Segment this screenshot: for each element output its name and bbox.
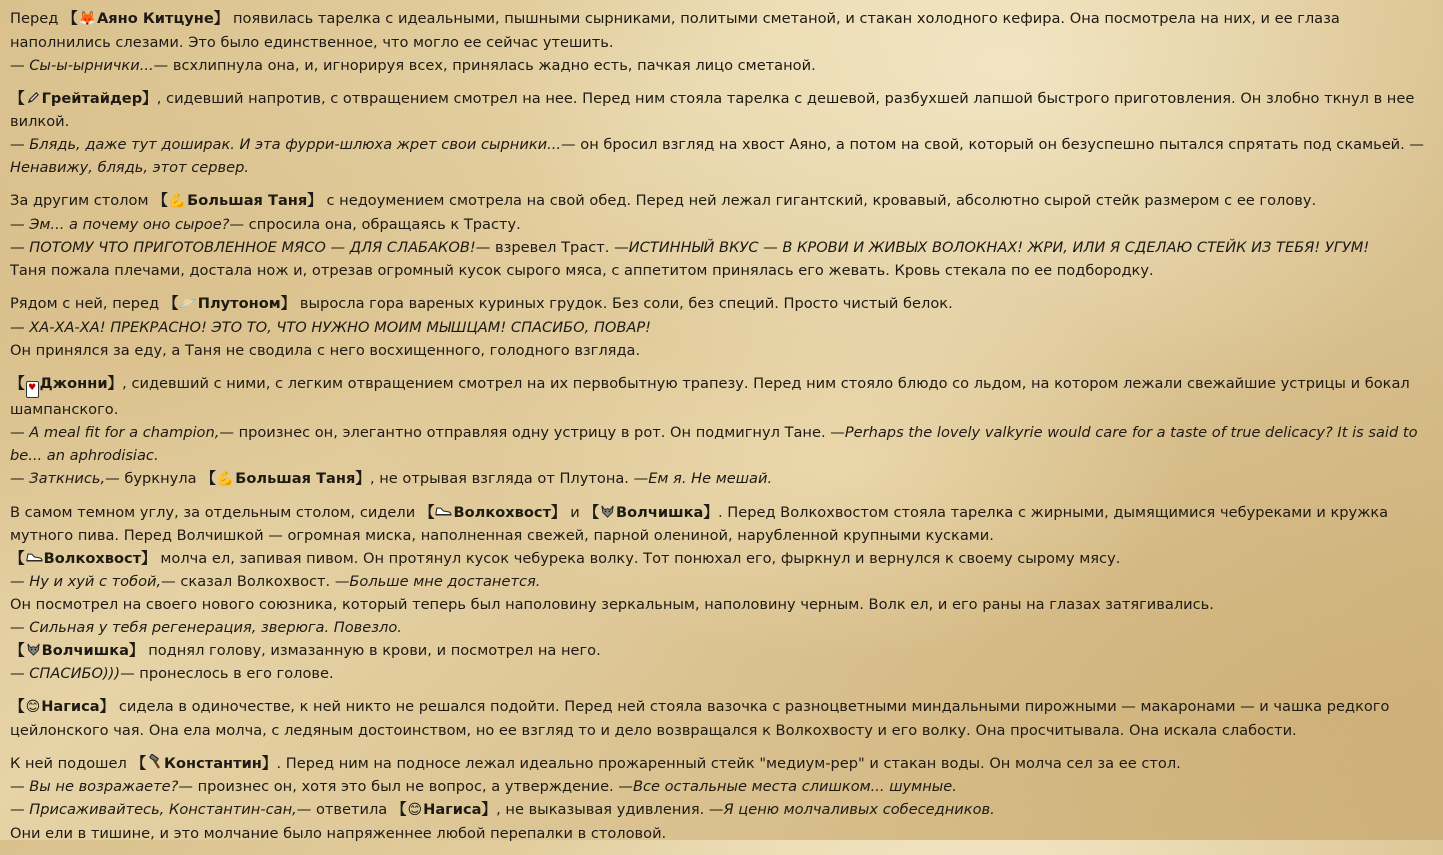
narration-text: В самом темном углу, за отдельным столом, сидели [10, 504, 420, 521]
dialogue-text: — ХА-ХА-ХА! ПРЕКРАСНО! ЭТО ТО, ЧТО НУЖНО МОИМ МЫШЦАМ! СПАСИБО, ПОВАР! [10, 319, 652, 336]
character-name: Волчишка [616, 504, 704, 521]
story-line [10, 189, 1430, 213]
bracket-open: 【 [10, 642, 25, 659]
bracket-close: 】 [142, 90, 157, 107]
narration-text: , не выказывая удивления. — [496, 801, 724, 818]
story-line [10, 775, 1430, 798]
story-line [10, 547, 1430, 570]
bracket-open: 【 [201, 470, 216, 487]
character-name: Грейтайдер [41, 90, 143, 107]
dialogue-text: Ем я. Не мешай. [648, 470, 773, 487]
character-name: Нагиса [41, 698, 100, 715]
character-tag [10, 550, 156, 567]
character-name: Джонни [39, 375, 108, 392]
bracket-close: 】 [99, 698, 115, 715]
bracket-close: 】 [128, 642, 144, 659]
dialogue-text: Все остальные места слишком... шумные. [632, 778, 957, 795]
character-tag [131, 755, 276, 772]
story-line [10, 316, 1430, 339]
story-line [10, 339, 1430, 362]
story-line [10, 616, 1430, 639]
character-tag [584, 504, 718, 521]
smiling-face-icon: 😊 [407, 802, 423, 818]
story-line [10, 133, 1430, 179]
dialogue-text: Perhaps the lovely valkyrie would care for a taste of true delicacy? It is said to be... an aphrodisiac. [10, 424, 1418, 464]
bracket-open: 【 [163, 295, 179, 312]
narration-text: Он посмотрел на своего нового союзника, который теперь был наполовину зеркальным, наполовину черным. Волк ел, и его раны на глазах затягивались. [10, 596, 1214, 613]
bracket-open: 【 [131, 755, 147, 772]
narration-text: поднял голову, измазанную в крови, и посмотрел на него. [143, 642, 601, 659]
story-line [10, 7, 1430, 54]
story-line [10, 213, 1430, 236]
bracket-close: 】 [481, 801, 497, 818]
character-name: Плутоном [197, 295, 281, 312]
bracket-close: 】 [280, 295, 296, 312]
narration-text: Они ели в тишине, и это молчание было напряженнее любой перепалки в столовой. [10, 825, 667, 842]
story-line [10, 639, 1430, 662]
bracket-open: 【 [10, 90, 25, 107]
dialogue-text: — Сильная у тебя регенерация, зверюга. Повезло. [10, 619, 402, 636]
pen-icon [26, 90, 41, 105]
dialogue-text: Больше мне достанется. [349, 573, 541, 590]
story-paragraph [10, 695, 1430, 742]
smiling-face-icon: 😊 [25, 699, 41, 715]
dialogue-text: — ПОТОМУ ЧТО ПРИГОТОВЛЕННОЕ МЯСО — ДЛЯ СЛАБАКОВ! [10, 239, 476, 256]
character-tag [153, 192, 322, 209]
narration-text: К ней подошел [10, 755, 132, 772]
story-paragraph [10, 189, 1430, 282]
character-tag [10, 698, 114, 715]
dialogue-text: ИСТИННЫЙ ВКУС — В КРОВИ И ЖИВЫХ ВОЛОКНАХ! ЖРИ, ИЛИ Я СДЕЛАЮ СТЕЙК ИЗ ТЕБЯ! УГУМ! [628, 239, 1370, 256]
character-tag [10, 90, 157, 107]
story-paragraph [10, 372, 1430, 491]
character-name: Волкохвост [43, 550, 142, 567]
narration-text: сидела в одиночестве, к ней никто не решался подойти. Перед ней стояла вазочка с разноцветными миндальными пирожными — макаронами — и чашка редкого цейлонского чая. Она ела молча, с ледяным достоинством, но ее взгляд то и дело возвращался к Волкохвосту и его волку. Она просчитывала. Она искала слабости. [10, 698, 1390, 739]
narration-text: Рядом с ней, перед [10, 295, 164, 312]
character-name: Большая Таня [235, 470, 356, 487]
character-tag [201, 470, 370, 487]
playing-card-icon: ♥ [26, 381, 39, 398]
character-tag [10, 375, 122, 392]
planet-icon: 🪐 [179, 296, 197, 312]
bracket-close: 】 [355, 470, 370, 487]
narration-text: — произнес он, хотя это был не вопрос, а утверждение. — [178, 778, 633, 795]
story-paragraph [10, 292, 1430, 362]
flexed-biceps-icon: 💪 [168, 193, 187, 209]
bracket-close: 】 [307, 192, 322, 209]
hammer-icon [147, 754, 163, 770]
dialogue-text: Ненавижу, блядь, этот сервер. [10, 159, 249, 176]
bracket-close: 】 [141, 550, 156, 567]
dialogue-text: Я ценю молчаливых собеседников. [723, 801, 995, 818]
character-tag [164, 295, 296, 312]
character-tag [63, 10, 228, 27]
wolf-icon [26, 642, 41, 657]
narration-text: — взревел Траст. — [475, 239, 629, 256]
story-line [10, 236, 1430, 259]
bracket-open: 【 [419, 504, 435, 521]
narration-text: , не отрывая взгляда от Плутона. — [369, 470, 649, 487]
story-line [10, 798, 1430, 822]
character-name: Константин [164, 755, 262, 772]
narration-text: — произнес он, элегантно отправляя одну устрицу в рот. Он подмигнул Тане. — [219, 424, 845, 441]
dialogue-text: — Ну и хуй с тобой, [10, 573, 162, 590]
shoe-icon [435, 502, 452, 514]
bracket-open: 【 [10, 550, 25, 567]
narration-text: — он бросил взгляд на хвост Аяно, а потом на свой, который он безуспешно пытался спрятать под скамьей. — [561, 136, 1425, 153]
bracket-open: 【 [153, 192, 168, 209]
narration-text: — буркнула [105, 470, 202, 487]
narration-text: с недоумением смотрела на свой обед. Перед ней лежал гигантский, кровавый, абсолютно сырой стейк размером с ее голову. [321, 192, 1317, 209]
wolf-icon [600, 504, 615, 519]
narration-text: выросла гора вареных куриных грудок. Без соли, без специй. Просто чистый белок. [295, 295, 953, 312]
story-paragraph [10, 501, 1430, 685]
character-name: Большая Таня [187, 192, 308, 209]
narration-text: Таня пожала плечами, достала нож и, отрезав огромный кусок сырого мяса, с аппетитом принялась его жевать. Кровь стекала по ее подбородку. [10, 262, 1154, 279]
story-line [10, 501, 1430, 547]
narration-text: Перед [10, 10, 63, 27]
story-line [10, 752, 1430, 775]
narration-text: Он принялся за еду, а Таня не сводила с него восхищенного, голодного взгляда. [10, 342, 641, 359]
story-line [10, 662, 1430, 685]
dialogue-text: — СПАСИБО))) [10, 665, 121, 682]
narration-text: . Перед ним на подносе лежал идеально прожаренный стейк "медиум-рер" и стакан воды. Он молча сел за ее стол. [276, 755, 1181, 772]
bracket-close: 】 [551, 504, 566, 521]
shoe-icon [26, 548, 43, 560]
dialogue-text: — Присаживайтесь, Константин-сан, [10, 801, 297, 818]
narration-text: , сидевший с ними, с легким отвращением смотрел на их первобытную трапезу. Перед ним стояло блюдо со льдом, на котором лежали свежайшие устрицы и бокал шампанского. [10, 375, 1410, 418]
narration-text: молча ел, запивая пивом. Он протянул кусок чебурека волку. Тот понюхал его, фыркнул и вернулся к своему сырому мясу. [155, 550, 1121, 567]
story-paragraph [10, 752, 1430, 845]
story-line [10, 54, 1430, 77]
bracket-open: 【 [10, 375, 25, 392]
story-line [10, 695, 1430, 742]
dialogue-text: — Сы-ы-ырнички... [10, 57, 154, 74]
character-name: Волкохвост [453, 504, 552, 521]
fox-icon: 🦊 [78, 11, 96, 27]
story-text [10, 7, 1430, 855]
bracket-open: 【 [62, 10, 78, 27]
character-name: Нагиса [423, 801, 482, 818]
story-line [10, 593, 1430, 616]
bracket-close: 】 [213, 10, 229, 27]
story-line [10, 467, 1430, 491]
bracket-close: 】 [261, 755, 277, 772]
story-line [10, 822, 1430, 845]
story-line [10, 372, 1430, 421]
narration-text: За другим столом [10, 192, 154, 209]
story-line [10, 87, 1430, 133]
dialogue-text: — Эм... а почему оно сырое? [10, 216, 230, 233]
dialogue-text: — Блядь, даже тут доширак. И эта фурри-шлюха жрет свои сырники... [10, 136, 562, 153]
story-line [10, 259, 1430, 282]
flexed-biceps-icon: 💪 [216, 471, 235, 487]
bracket-close: 】 [703, 504, 718, 521]
story-paragraph [10, 87, 1430, 179]
narration-text: . Перед Волкохвостом стояла тарелка с жирными, дымящимися чебуреками и кружка мутного пива. Перед Волчишкой — огромная миска, наполненная свежей, парной олениной, нарубленной крупными кусками. [10, 504, 1389, 544]
story-paragraph [10, 7, 1430, 77]
narration-text: — спросила она, обращаясь к Трасту. [229, 216, 521, 233]
narration-text: появилась тарелка с идеальными, пышными сырниками, политыми сметаной, и стакан холодного кефира. Она посмотрела на них, и ее глаза наполнились слезами. Это было единственное, что могло ее сейчас утешить. [10, 10, 1340, 51]
narration-text: — ответила [296, 801, 392, 818]
story-line [10, 292, 1430, 316]
story-line [10, 570, 1430, 593]
character-tag [392, 801, 496, 818]
narration-text: — сказал Волкохвост. — [161, 573, 350, 590]
character-tag [420, 504, 566, 521]
narration-text: , сидевший напротив, с отвращением смотрел на нее. Перед ним стояла тарелка с дешевой, разбухшей лапшой быстрого приготовления. Он злобно ткнул в нее вилкой. [10, 90, 1415, 130]
character-name: Аяно Китцуне [96, 10, 214, 27]
story-line [10, 421, 1430, 467]
narration-text: и [565, 504, 585, 521]
narration-text: — всхлипнула она, и, игнорируя всех, принялась жадно есть, пачкая лицо сметаной. [153, 57, 816, 74]
character-tag [10, 642, 144, 659]
bracket-open: 【 [584, 504, 600, 521]
bracket-open: 【 [10, 698, 25, 715]
dialogue-text: — Вы не возражаете? [10, 778, 179, 795]
dialogue-text: — Заткнись, [10, 470, 106, 487]
bracket-open: 【 [391, 801, 407, 818]
narration-text: — пронеслось в его голове. [120, 665, 334, 682]
dialogue-text: — A meal fit for a champion, [10, 424, 220, 441]
bracket-close: 】 [107, 375, 123, 392]
character-name: Волчишка [41, 642, 129, 659]
